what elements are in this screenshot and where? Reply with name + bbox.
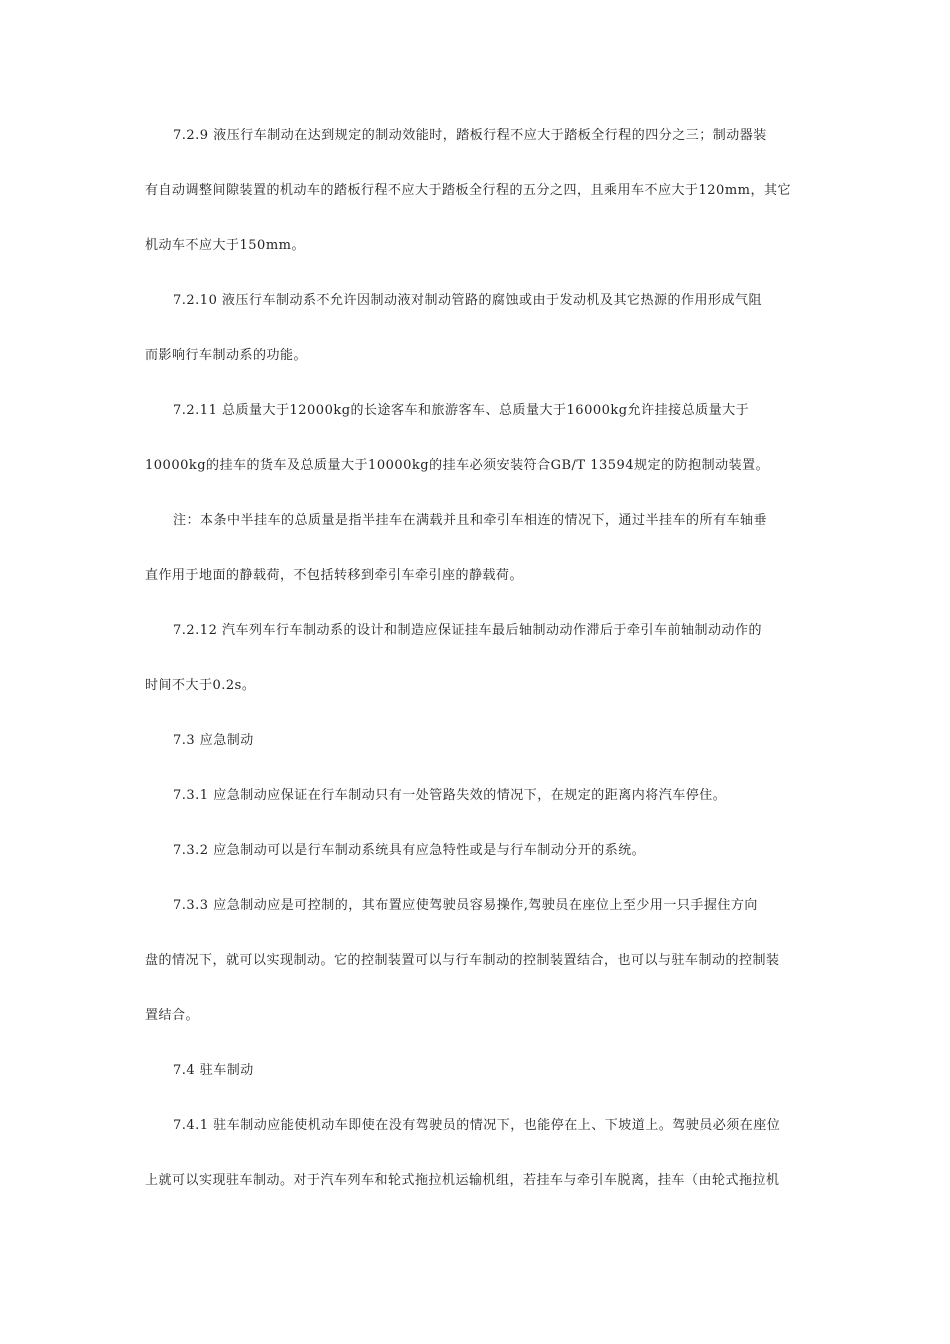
paragraph-7-4-1 bbox=[145, 1111, 807, 1196]
text-line: 7.4.1 驻车制动应能使机动车即使在没有驾驶员的情况下，也能停在上、下坡道上。驾驶员必须在座位 bbox=[173, 1118, 781, 1133]
text-line: 注：本条中半挂车的总质量是指半挂车在满载并且和牵引车相连的情况下，通过半挂车的所有车轴垂 bbox=[173, 513, 768, 528]
text-line: 7.2.12 汽车列车行车制动系的设计和制造应保证挂车最后轴制动动作滞后于牵引车前轴制动动作的 bbox=[173, 623, 762, 638]
text-line: 7.3.1 应急制动应保证在行车制动只有一处管路失效的情况下，在规定的距离内将汽车停住。 bbox=[173, 788, 727, 803]
paragraph-7-3-2 bbox=[145, 836, 807, 866]
paragraph-7-3-3 bbox=[145, 891, 807, 1031]
text-line: 时间不大于0.2s。 bbox=[145, 678, 256, 693]
text-line: 7.2.9 液压行车制动在达到规定的制动效能时，踏板行程不应大于踏板全行程的四分之三；制动器装 bbox=[173, 128, 767, 143]
paragraph-7-2-9 bbox=[145, 121, 807, 261]
heading-text: 7.4 驻车制动 bbox=[173, 1063, 254, 1078]
section-heading-7-4 bbox=[145, 1056, 807, 1086]
heading-text: 7.3 应急制动 bbox=[173, 733, 254, 748]
text-line: 而影响行车制动系的功能。 bbox=[145, 348, 308, 363]
text-line: 7.2.10 液压行车制动系不允许因制动液对制动管路的腐蚀或由于发动机及其它热源的作用形成气阻 bbox=[173, 293, 762, 308]
text-line: 盘的情况下，就可以实现制动。它的控制装置可以与行车制动的控制装置结合，也可以与驻车制动的控制装 bbox=[145, 953, 780, 968]
text-line: 机动车不应大于150mm。 bbox=[145, 238, 305, 253]
section-heading-7-3 bbox=[145, 726, 807, 756]
paragraph-7-2-11 bbox=[145, 396, 807, 481]
text-line: 7.3.3 应急制动应是可控制的，其布置应使驾驶员容易操作,驾驶员在座位上至少用一只手握住方向 bbox=[173, 898, 758, 913]
paragraph-7-2-12 bbox=[145, 616, 807, 701]
text-line: 置结合。 bbox=[145, 1008, 200, 1023]
paragraph-note bbox=[145, 506, 807, 591]
document-body bbox=[145, 121, 807, 1221]
text-line: 10000kg的挂车的货车及总质量大于10000kg的挂车必须安装符合GB/T 13594规定的防抱制动装置。 bbox=[145, 458, 770, 473]
text-line: 上就可以实现驻车制动。对于汽车列车和轮式拖拉机运输机组，若挂车与牵引车脱离，挂车（由轮式拖拉机 bbox=[145, 1173, 780, 1188]
paragraph-7-2-10 bbox=[145, 286, 807, 371]
text-line: 7.3.2 应急制动可以是行车制动系统具有应急特性或是与行车制动分开的系统。 bbox=[173, 843, 646, 858]
paragraph-7-3-1 bbox=[145, 781, 807, 811]
text-line: 有自动调整间隙装置的机动车的踏板行程不应大于踏板全行程的五分之四，且乘用车不应大于120mm，其它 bbox=[145, 183, 791, 198]
text-line: 7.2.11 总质量大于12000kg的长途客车和旅游客车、总质量大于16000kg允许挂接总质量大于 bbox=[173, 403, 750, 418]
text-line: 直作用于地面的静载荷，不包括转移到牵引车牵引座的静载荷。 bbox=[145, 568, 524, 583]
